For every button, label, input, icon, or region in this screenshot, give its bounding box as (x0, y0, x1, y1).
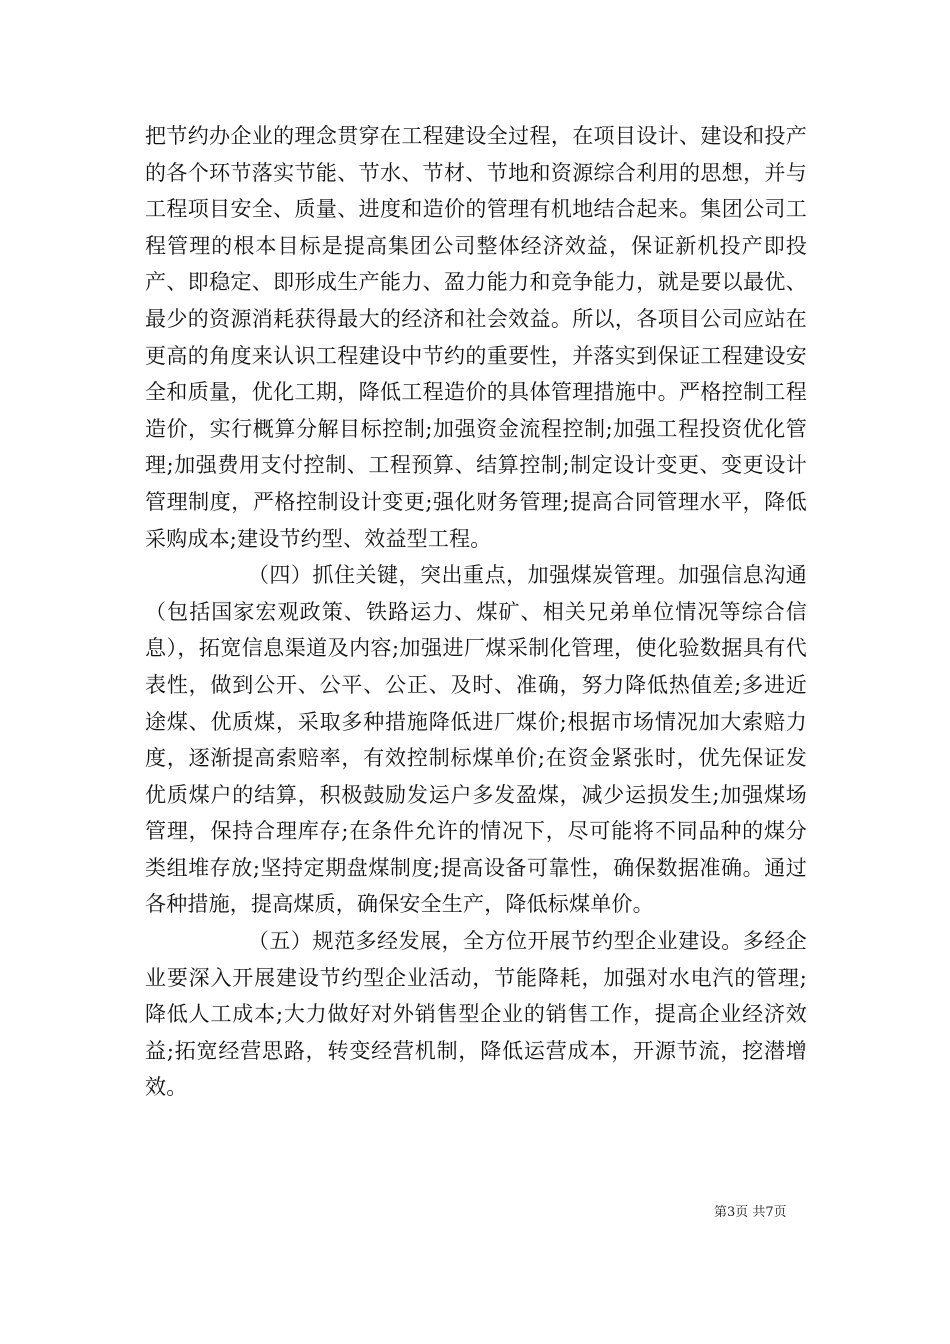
paragraph-coal-management: （四）抓住关键，突出重点，加强煤炭管理。加强信息沟通（包括国家宏观政策、铁路运力、煤矿、相关兄弟单位情况等综合信息），拓宽信息渠道及内容;加强进厂煤采制化管理，使化验数据具有代表性，做到公开、公平、公正、及时、准确，努力降低热值差;多进近途煤、优质煤，采取多种措施降低进厂煤价;根据市场情况加大索赔力度，逐渐提高索赔率，有效控制标煤单价;在资金紧张时，优先保证发优质煤户的结算，积极鼓励发运户多发盈煤，减少运损发生;加强煤场管理，保持合理库存;在条件允许的情况下，尽可能将不同品种的煤分类组堆存放;坚持定期盘煤制度;提高设备可靠性，确保数据准确。通过各种措施，提高煤质，确保安全生产，降低标煤单价。 (145, 563, 807, 917)
document-body (145, 118, 807, 1106)
page-number-footer: 第3页 共7页 (714, 1205, 787, 1220)
paragraph-engineering-management: 把节约办企业的理念贯穿在工程建设全过程，在项目设计、建设和投产的各个环节落实节能、节水、节材、节地和资源综合利用的思想，并与工程项目安全、质量、进度和造价的管理有机地结合起来。集团公司工程管理的根本目标是提高集团公司整体经济效益，保证新机投产即投产、即稳定、即形成生产能力、盈力能力和竞争能力，就是要以最优、最少的资源消耗获得最大的经济和社会效益。所以，各项目公司应站在更高的角度来认识工程建设中节约的重要性，并落实到保证工程建设安全和质量，优化工期，降低工程造价的具体管理措施中。严格控制工程造价，实行概算分解目标控制;加强资金流程控制;加强工程投资优化管理;加强费用支付控制、工程预算、结算控制;制定设计变更、变更设计管理制度，严格控制设计变更;强化财务管理;提高合同管理水平，降低采购成本;建设节约型、效益型工程。 (145, 124, 807, 551)
paragraph-diversified-business: （五）规范多经发展，全方位开展节约型企业建设。多经企业要深入开展建设节约型企业活动，节能降耗，加强对水电汽的管理;降低人工成本;大力做好对外销售型企业的销售工作，提高企业经济效益;拓宽经营思路，转变经营机制，降低运营成本，开源节流，挖潜增效。 (145, 929, 807, 1100)
